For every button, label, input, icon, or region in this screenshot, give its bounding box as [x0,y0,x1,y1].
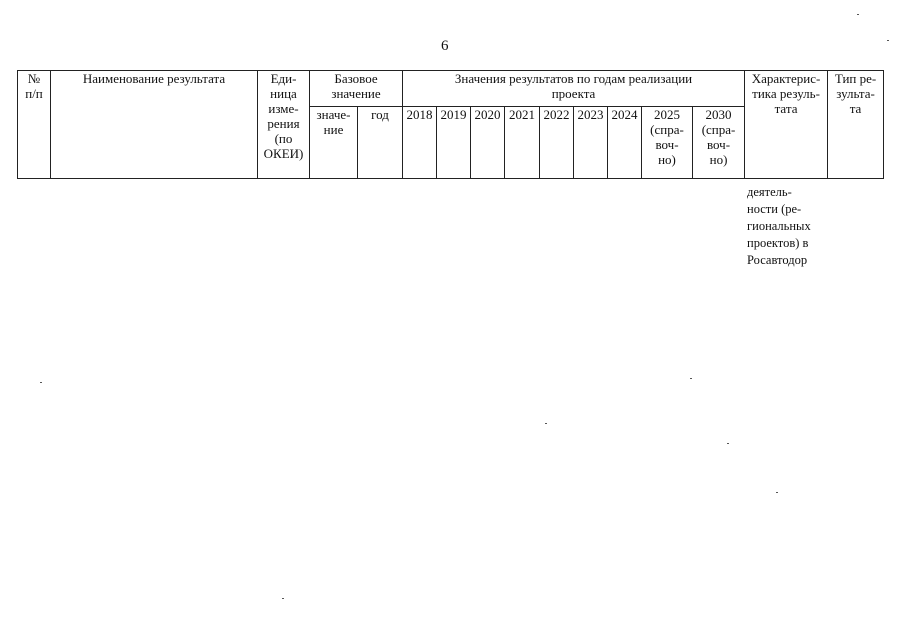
year-cell: 2019 [437,107,471,179]
header-result-type: Тип ре- зульта- та [828,71,884,179]
scan-speck [887,40,889,41]
scan-speck [857,14,859,15]
continuation-line: деятель- [747,185,792,199]
page-number: 6 [441,38,449,54]
year-cell: 2022 [540,107,574,179]
year-cell: 2018 [403,107,437,179]
header-result-name: Наименование результата [51,71,258,179]
year-2025-cell: 2025 (спра- воч- но) [642,107,693,179]
year-cell: 2023 [574,107,608,179]
year-cell: 2021 [505,107,540,179]
continuation-line: Росавтодор [747,253,808,267]
scan-speck [282,598,284,599]
continuation-line: гиональных [747,219,811,233]
header-base-val: значе- ние [310,107,358,179]
scan-speck [727,443,729,444]
continuation-line: проектов) в [747,236,809,250]
year-cell: 2024 [608,107,642,179]
header-base-value: Базовое значение [310,71,403,107]
header-unit: Еди- ница изме- рения (по ОКЕИ) [258,71,310,179]
header-characteristic: Характерис- тика резуль- тата [745,71,828,179]
scan-speck [40,382,42,383]
continuation-line: ности (ре- [747,202,802,216]
year-cell: 2020 [471,107,505,179]
header-base-year: год [358,107,403,179]
scan-speck [690,378,692,379]
year-2030-cell: 2030 (спра- воч- но) [693,107,745,179]
characteristic-continuation [747,184,825,269]
scan-speck [545,423,547,424]
header-values-by-year: Значения результатов по годам реализации проекта [403,71,745,107]
header-number: № п/п [18,71,51,179]
results-table [17,70,884,179]
scan-speck [776,492,778,493]
